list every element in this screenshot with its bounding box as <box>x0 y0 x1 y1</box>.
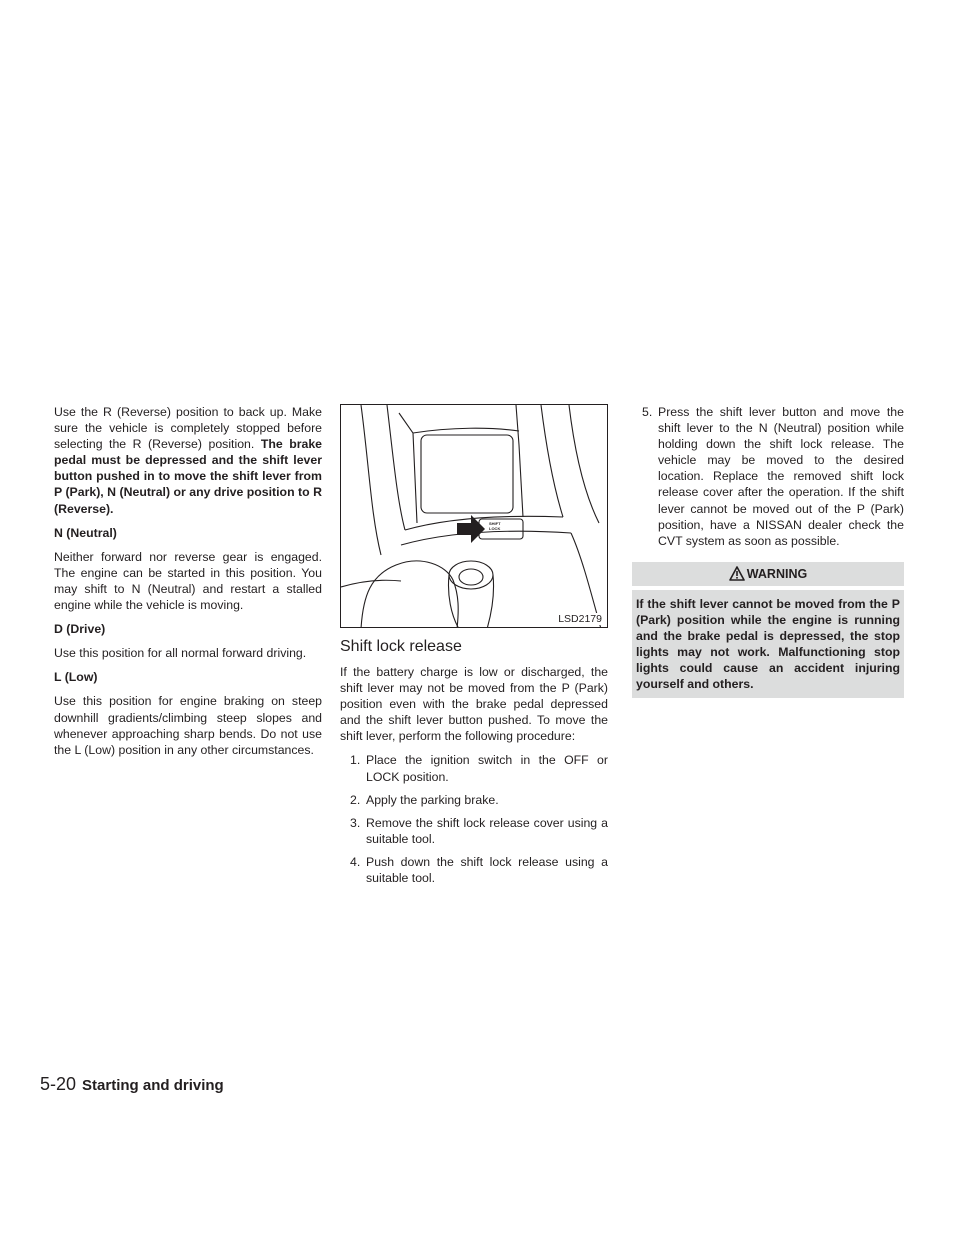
reverse-paragraph <box>54 404 322 517</box>
left-column <box>54 404 322 766</box>
step-text: Press the shift lever button and move the shift lever to the N (Neutral) position while holding down the shift lock release. The vehicle may be moved to the desired location. Replace the removed shift lock release cover after the operation. If the shift lever cannot be moved out of the P (Park) position, have a NISSAN dealer check the CVT system as soon as possible. <box>658 405 904 548</box>
reverse-text: Use the R (Reverse) position to back up. Make sure the vehicle is completely stopped before selecting the R (Reverse) position. <box>54 405 322 452</box>
low-text: Use this position for engine braking on steep downhill gradients/climbing steep slopes and whenever approaching sharp bends. Do not use the L (Low) position in any other circumstances. <box>54 694 322 757</box>
procedure-list <box>340 752 608 886</box>
procedure-step <box>340 752 608 784</box>
procedure-list-continued <box>632 404 904 549</box>
neutral-text: Neither forward nor reverse gear is engaged. The engine can be started in this position. You may shift to N (Neutral) and restart a stalled engine while the vehicle is moving. <box>54 549 322 613</box>
shift-lock-label: SHIFT LOCK <box>489 521 501 531</box>
page-number: 5-20 <box>40 1074 77 1094</box>
reverse-bold-text: The brake pedal must be depressed and the shift lever button pushed in to move the shift lever from P (Park), N (Neutral) or any drive position to R (Reverse). <box>54 437 323 516</box>
shift-lock-intro: If the battery charge is low or discharged, the shift lever may not be moved from the P (Park) position even with the brake pedal depressed and the shift lever button pushed. To move the shift lever, perform the following procedure: <box>340 665 608 744</box>
chapter-title: Starting and driving <box>82 1077 224 1094</box>
warning-triangle-icon <box>729 566 745 581</box>
console-illustration <box>341 405 608 628</box>
middle-column <box>340 404 608 893</box>
figure-code: LSD2179 <box>558 613 602 625</box>
step-number: 4. <box>350 854 361 869</box>
drive-text: Use this position for all normal forward driving. <box>54 646 307 661</box>
procedure-step <box>340 815 608 847</box>
low-heading: L (Low) <box>54 670 98 685</box>
step-text: Push down the shift lock release using a suitable tool. <box>366 854 608 886</box>
step-number: 3. <box>350 815 361 830</box>
step-text: Place the ignition switch in the OFF or LOCK position. <box>366 753 608 784</box>
warning-title: WARNING <box>746 566 808 581</box>
procedure-step <box>340 792 608 808</box>
drive-heading: D (Drive) <box>54 622 106 637</box>
step-number: 5. <box>642 405 653 419</box>
warning-text: If the shift lever cannot be moved from the P (Park) position while the engine is running and the brake pedal is depressed, the stop lights may not work. Malfunctioning stop lights could cause an accident injuring yourself and others. <box>632 590 904 699</box>
step-text: Apply the parking brake. <box>366 792 499 807</box>
step-number: 2. <box>350 792 361 807</box>
step-text: Remove the shift lock release cover using a suitable tool. <box>366 815 608 846</box>
neutral-heading: N (Neutral) <box>54 525 117 540</box>
right-column <box>632 404 904 698</box>
section-title: Shift lock release <box>340 638 462 655</box>
shift-lock-figure <box>340 404 608 628</box>
warning-header <box>632 562 904 586</box>
page-footer <box>40 1074 224 1095</box>
procedure-step <box>340 854 608 886</box>
procedure-step <box>632 404 904 549</box>
step-number: 1. <box>350 753 361 768</box>
